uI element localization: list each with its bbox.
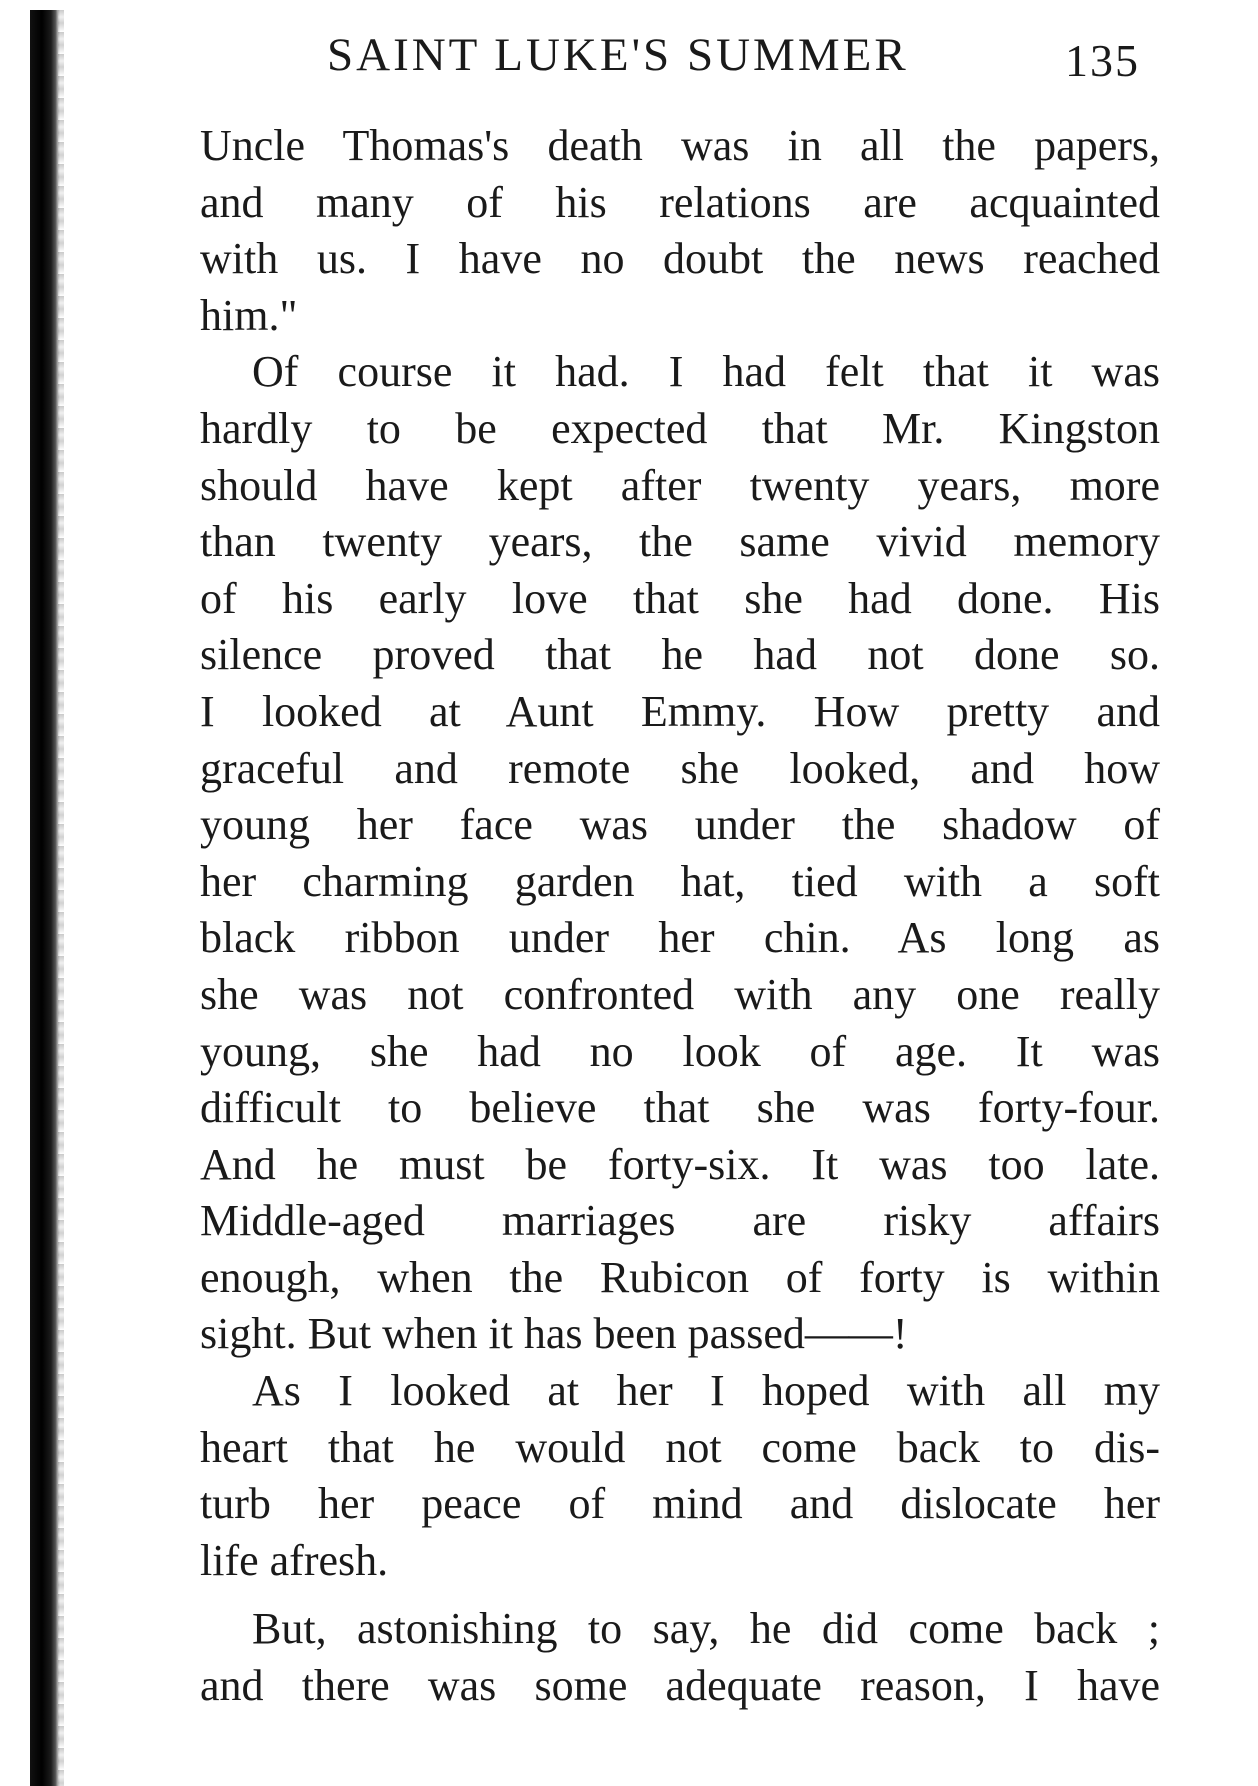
text-line: As I looked at her I hoped with all my <box>252 1366 1160 1416</box>
text-line: and there was some adequate reason, I have <box>200 1661 1160 1711</box>
text-line: black ribbon under her chin. As long as <box>200 913 1160 963</box>
text-line: Uncle Thomas's death was in all the papers, <box>200 121 1160 170</box>
text-line: difficult to believe that she was forty-four. <box>200 1083 1160 1133</box>
running-head <box>200 20 1160 92</box>
text-line: life afresh. <box>200 1535 389 1585</box>
text-line: she was not confronted with any one really <box>200 969 1160 1019</box>
text-line: silence proved that he had not done so. <box>200 630 1160 680</box>
text-line: than twenty years, the same vivid memory <box>200 517 1160 567</box>
running-title: SAINT LUKE'S SUMMER <box>327 29 909 81</box>
text-line: him." <box>200 290 298 340</box>
paragraph-gap <box>200 1589 1160 1601</box>
text-line: young, she had no look of age. It was <box>200 1026 1160 1076</box>
text-line: heart that he would not come back to dis- <box>200 1422 1160 1472</box>
page-number: 135 <box>1065 35 1140 86</box>
page-gutter-edge <box>58 10 64 1786</box>
text-line: turb her peace of mind and dislocate her <box>200 1479 1160 1529</box>
text-line: Of course it had. I had felt that it was <box>252 347 1160 397</box>
text-line: graceful and remote she looked, and how <box>200 743 1160 793</box>
text-line: and many of his relations are acquainted <box>200 177 1160 227</box>
text-line: young her face was under the shadow of <box>200 800 1160 850</box>
book-spine-shadow <box>30 10 60 1786</box>
text-line: of his early love that she had done. His <box>200 573 1160 623</box>
body-text <box>200 118 1160 1715</box>
text-line: should have kept after twenty years, more <box>200 460 1160 510</box>
text-line: hardly to be expected that Mr. Kingston <box>200 403 1160 453</box>
text-line: And he must be forty-six. It was too late. <box>200 1139 1160 1189</box>
text-line: Middle-aged marriages are risky affairs <box>200 1196 1160 1246</box>
book-page <box>200 20 1160 1715</box>
text-line: enough, when the Rubicon of forty is within <box>200 1252 1160 1302</box>
text-line: I looked at Aunt Emmy. How pretty and <box>200 686 1160 736</box>
text-line: with us. I have no doubt the news reached <box>200 234 1160 284</box>
text-line: sight. But when it has been passed——! <box>200 1309 908 1359</box>
text-line: But, astonishing to say, he did come back ; <box>252 1604 1160 1654</box>
text-line: her charming garden hat, tied with a soft <box>200 856 1160 906</box>
